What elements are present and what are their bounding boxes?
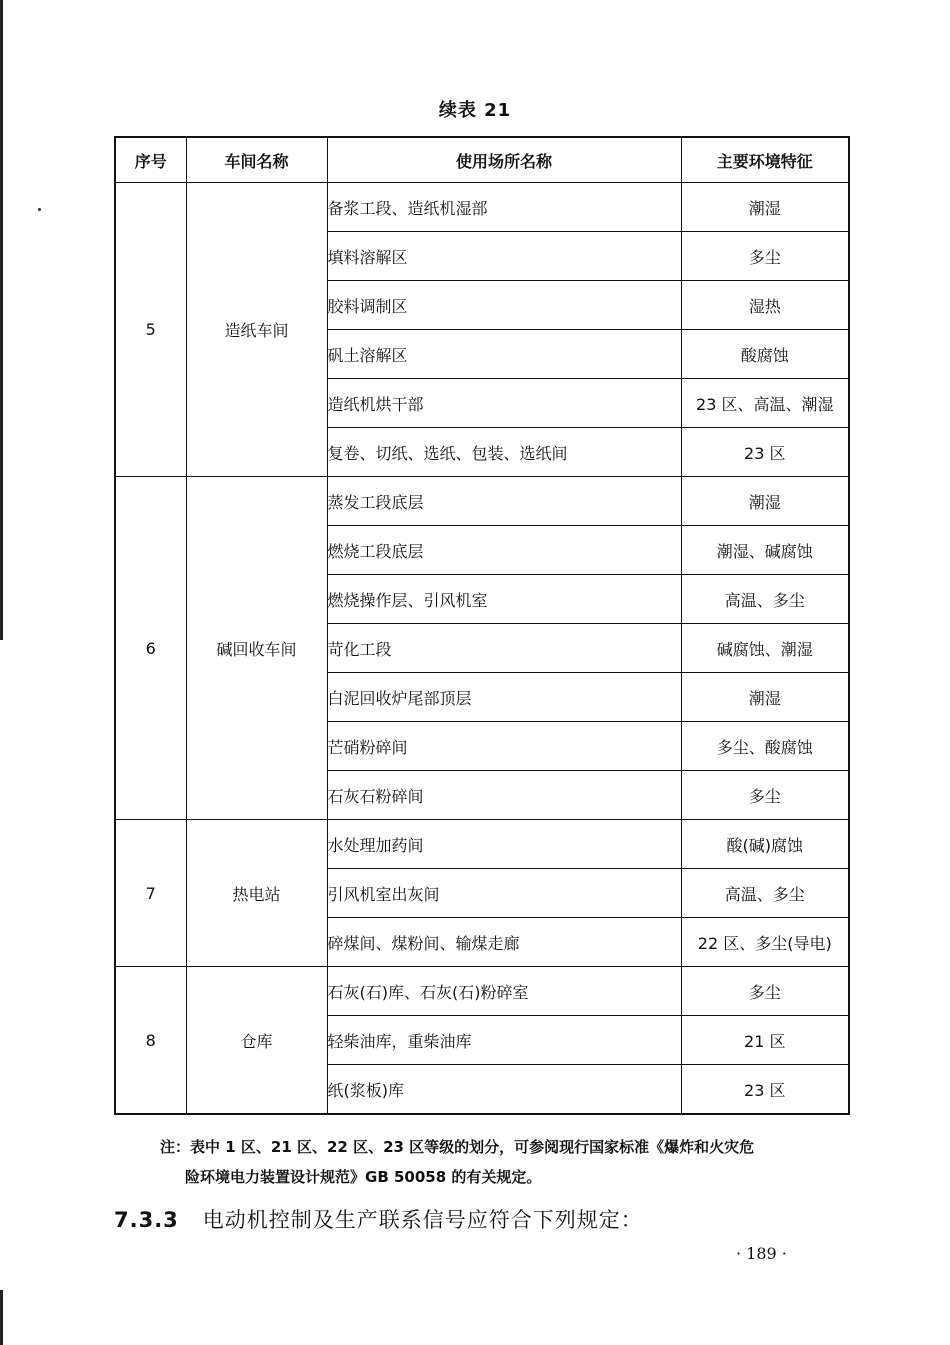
clause-number: 7.3.3 xyxy=(114,1208,179,1232)
cell-no: 6 xyxy=(115,477,186,820)
cell-environment: 高温、多尘 xyxy=(681,575,849,624)
table-title: 续表 21 xyxy=(438,100,512,121)
cell-place: 纸(浆板)库 xyxy=(327,1065,681,1115)
cell-no: 7 xyxy=(115,820,186,967)
cell-place: 复卷、切纸、选纸、包装、选纸间 xyxy=(327,428,681,477)
cell-no: 5 xyxy=(115,183,186,477)
cell-environment: 潮湿 xyxy=(681,673,849,722)
cell-environment: 22 区、多尘(导电) xyxy=(681,918,849,967)
cell-environment: 湿热 xyxy=(681,281,849,330)
table-row xyxy=(115,183,849,232)
cell-environment: 21 区 xyxy=(681,1016,849,1065)
cell-environment: 碱腐蚀、潮湿 xyxy=(681,624,849,673)
cell-place: 引风机室出灰间 xyxy=(327,869,681,918)
page-number: · 189 · xyxy=(736,1244,787,1263)
cell-place: 填料溶解区 xyxy=(327,232,681,281)
cell-environment: 23 区 xyxy=(681,1065,849,1115)
table-row xyxy=(115,477,849,526)
header-no: 序号 xyxy=(115,137,186,183)
cell-place: 矾土溶解区 xyxy=(327,330,681,379)
cell-environment: 多尘、酸腐蚀 xyxy=(681,722,849,771)
cell-environment: 多尘 xyxy=(681,967,849,1016)
note-line-1: 注：表中 1 区、21 区、22 区、23 区等级的划分，可参阅现行国家标准《爆炸和火灾危 xyxy=(160,1138,755,1156)
cell-environment: 23 区、高温、潮湿 xyxy=(681,379,849,428)
cell-place: 燃烧工段底层 xyxy=(327,526,681,575)
cell-place: 造纸机烘干部 xyxy=(327,379,681,428)
cell-place: 苛化工段 xyxy=(327,624,681,673)
cell-place: 轻柴油库，重柴油库 xyxy=(327,1016,681,1065)
cell-environment: 23 区 xyxy=(681,428,849,477)
environment-table xyxy=(114,136,850,1115)
cell-place: 蒸发工段底层 xyxy=(327,477,681,526)
page-edge-rule-lower xyxy=(0,1290,3,1345)
cell-environment: 酸腐蚀 xyxy=(681,330,849,379)
table-row xyxy=(115,967,849,1016)
cell-place: 碎煤间、煤粉间、输煤走廊 xyxy=(327,918,681,967)
cell-environment: 高温、多尘 xyxy=(681,869,849,918)
note-line-2: 险环境电力装置设计规范》GB 50058 的有关规定。 xyxy=(185,1168,542,1186)
cell-place: 胶料调制区 xyxy=(327,281,681,330)
cell-environment: 潮湿 xyxy=(681,477,849,526)
cell-workshop: 热电站 xyxy=(186,820,327,967)
cell-place: 石灰(石)库、石灰(石)粉碎室 xyxy=(327,967,681,1016)
scan-speck xyxy=(38,208,41,211)
cell-place: 白泥回收炉尾部顶层 xyxy=(327,673,681,722)
cell-environment: 潮湿、碱腐蚀 xyxy=(681,526,849,575)
clause-heading xyxy=(114,1204,643,1234)
cell-workshop: 碱回收车间 xyxy=(186,477,327,820)
table-note xyxy=(160,1132,860,1192)
cell-environment: 潮湿 xyxy=(681,183,849,232)
cell-environment: 酸(碱)腐蚀 xyxy=(681,820,849,869)
header-environment: 主要环境特征 xyxy=(681,137,849,183)
cell-place: 燃烧操作层、引风机室 xyxy=(327,575,681,624)
table-row xyxy=(115,820,849,869)
cell-workshop: 仓库 xyxy=(186,967,327,1115)
cell-place: 石灰石粉碎间 xyxy=(327,771,681,820)
cell-place: 水处理加药间 xyxy=(327,820,681,869)
cell-environment: 多尘 xyxy=(681,771,849,820)
cell-place: 备浆工段、造纸机湿部 xyxy=(327,183,681,232)
table-body xyxy=(115,183,849,1115)
cell-no: 8 xyxy=(115,967,186,1115)
cell-environment: 多尘 xyxy=(681,232,849,281)
header-workshop: 车间名称 xyxy=(186,137,327,183)
header-place: 使用场所名称 xyxy=(327,137,681,183)
cell-workshop: 造纸车间 xyxy=(186,183,327,477)
clause-text: 电动机控制及生产联系信号应符合下列规定： xyxy=(202,1208,643,1232)
cell-place: 芒硝粉碎间 xyxy=(327,722,681,771)
table-header-row xyxy=(115,137,849,183)
